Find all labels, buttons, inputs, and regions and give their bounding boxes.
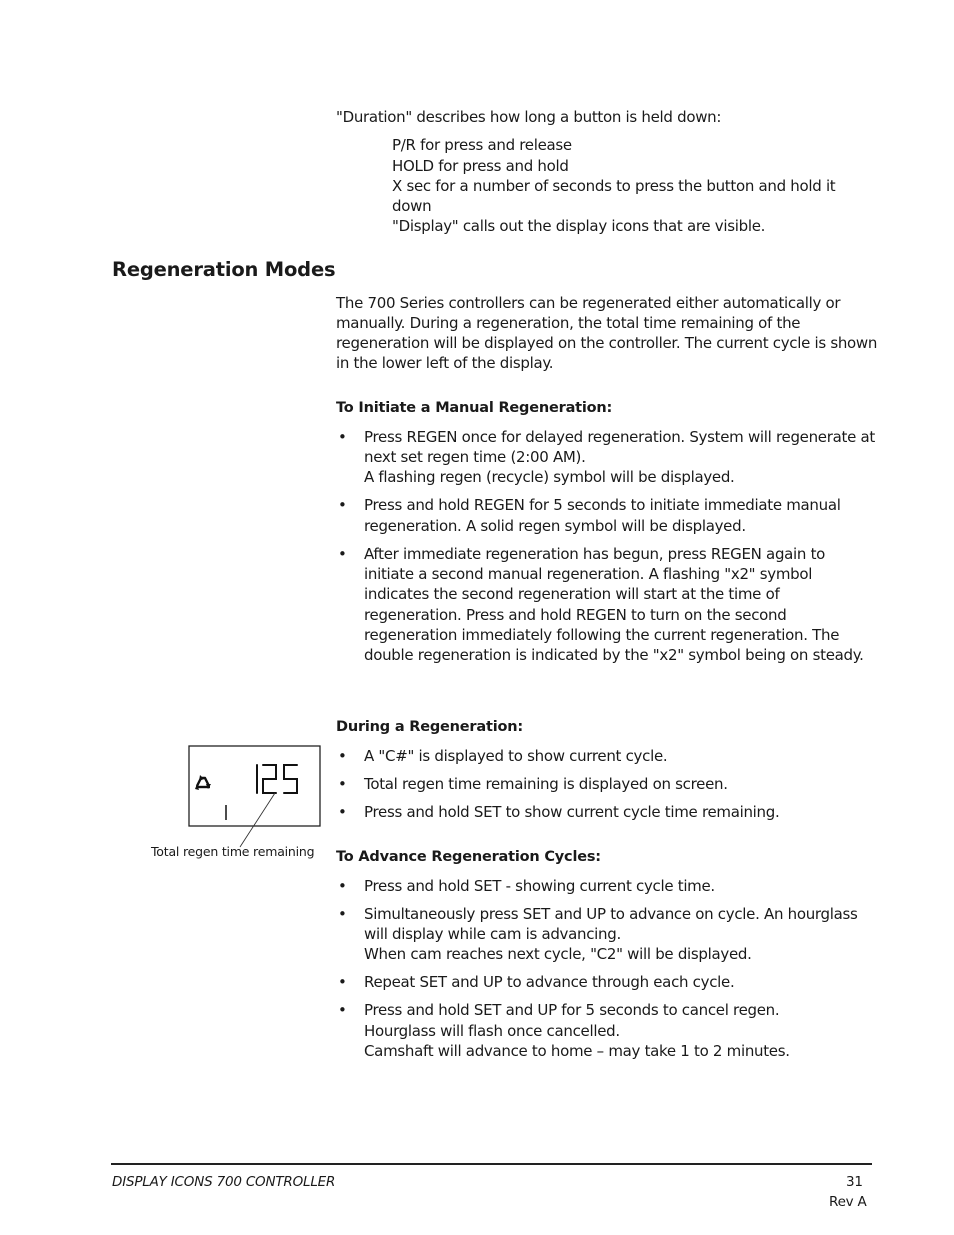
advance-bullet-line: Press and hold SET - showing current cycle time. <box>364 877 715 895</box>
manual-bullet-line: regeneration immediately following the current regeneration. The <box>364 626 840 644</box>
revision-label: Rev A <box>829 1194 867 1210</box>
manual-bullet-line: indicates the second regeneration will start at the time of <box>364 585 780 603</box>
section-title: Regeneration Modes <box>112 258 336 281</box>
manual-bullet-line: double regeneration is indicated by the "x2" symbol being on steady. <box>364 646 864 664</box>
advance-bullet-line: Camshaft will advance to home – may take 1 to 2 minutes. <box>364 1042 790 1060</box>
manual-bullet-line: Press and hold REGEN for 5 seconds to initiate immediate manual <box>364 496 841 514</box>
page-number: 31 <box>846 1174 863 1190</box>
advance-bullet-line: Press and hold SET and UP for 5 seconds to cancel regen. <box>364 1001 780 1019</box>
overview-line: manually. During a regeneration, the total time remaining of the <box>336 314 801 332</box>
overview-line: regeneration will be displayed on the controller. The current cycle is shown <box>336 334 878 352</box>
advance-bullet-line: Repeat SET and UP to advance through each cycle. <box>364 973 735 991</box>
manual-bullet-line: regeneration. A solid regen symbol will be displayed. <box>364 517 746 535</box>
bullet-marker: • <box>338 803 347 821</box>
manual-bullet-line: Press REGEN once for delayed regeneration. System will regenerate at <box>364 428 875 446</box>
bullet-marker: • <box>338 1001 347 1019</box>
bullet-marker: • <box>338 496 347 514</box>
bullet-marker: • <box>338 428 347 446</box>
during-bullet: A "C#" is displayed to show current cycle. <box>364 747 668 765</box>
bullet-marker: • <box>338 545 347 563</box>
advance-bullet-line: Simultaneously press SET and UP to advance on cycle. An hourglass <box>364 905 858 923</box>
duration-intro: "Duration" describes how long a button is held down: <box>336 108 722 126</box>
advance-bullet-line: Hourglass will flash once cancelled. <box>364 1022 620 1040</box>
duration-item: HOLD for press and hold <box>392 157 569 175</box>
bullet-marker: • <box>338 775 347 793</box>
during-bullet: Total regen time remaining is displayed on screen. <box>364 775 728 793</box>
bullet-marker: • <box>338 905 347 923</box>
footer-title: DISPLAY ICONS 700 CONTROLLER <box>112 1174 336 1190</box>
manual-bullet-line: A flashing regen (recycle) symbol will be displayed. <box>364 468 735 486</box>
duration-item: "Display" calls out the display icons that are visible. <box>392 217 766 235</box>
advance-heading: To Advance Regeneration Cycles: <box>336 849 601 865</box>
manual-bullet-line: initiate a second manual regeneration. A flashing "x2" symbol <box>364 565 813 583</box>
duration-item: down <box>392 197 432 215</box>
duration-item: X sec for a number of seconds to press the button and hold it <box>392 177 836 195</box>
figure-caption: Total regen time remaining <box>151 844 315 859</box>
duration-item: P/R for press and release <box>392 136 572 154</box>
advance-bullet-line: will display while cam is advancing. <box>364 925 621 943</box>
manual-bullet-line: After immediate regeneration has begun, press REGEN again to <box>364 545 826 563</box>
bullet-marker: • <box>338 877 347 895</box>
advance-bullet-line: When cam reaches next cycle, "C2" will be displayed. <box>364 945 752 963</box>
manual-bullet-line: regeneration. Press and hold REGEN to turn on the second <box>364 606 787 624</box>
during-bullet: Press and hold SET to show current cycle time remaining. <box>364 803 780 821</box>
during-heading: During a Regeneration: <box>336 719 523 735</box>
overview-line: The 700 Series controllers can be regenerated either automatically or <box>336 294 841 312</box>
manual-heading: To Initiate a Manual Regeneration: <box>336 400 613 416</box>
bullet-marker: • <box>338 747 347 765</box>
overview-line: in the lower left of the display. <box>336 354 554 372</box>
footer-rule <box>111 1163 872 1165</box>
bullet-marker: • <box>338 973 347 991</box>
manual-bullet-line: next set regen time (2:00 AM). <box>364 448 586 466</box>
